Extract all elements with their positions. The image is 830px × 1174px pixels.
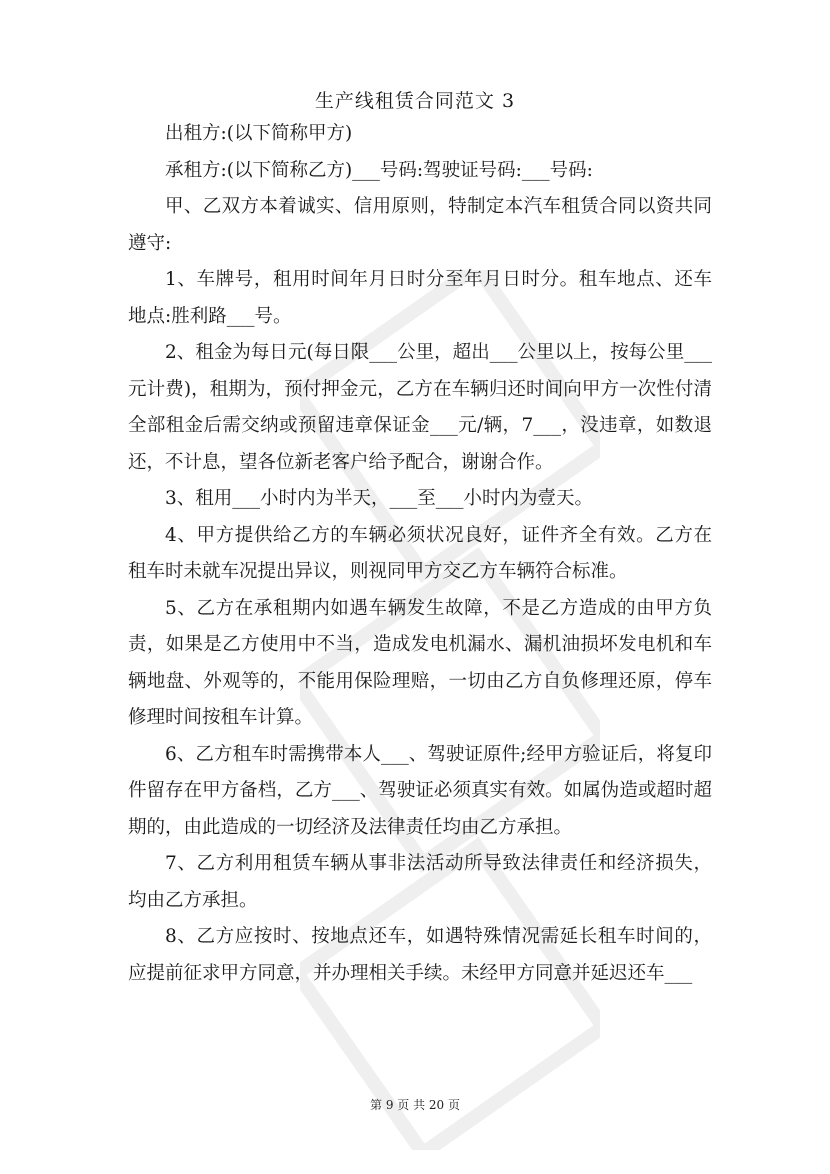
paragraph-clause-4: 4、甲方提供给乙方的车辆必须状况良好，证件齐全有效。乙方在租车时未就车况提出异议，则视同甲方交乙方车辆符合标准。 bbox=[128, 524, 712, 582]
paragraph-lessee: 承租方:(以下简称乙方)___号码:驾驶证号码:___号码: bbox=[165, 159, 593, 181]
paragraph-clause-3: 3、租用___小时内为半天，___至___小时内为壹天。 bbox=[165, 488, 594, 509]
paragraph-preamble: 甲、乙双方本着诚实、信用原则，特制定本汽车租赁合同以资共同遵守: bbox=[128, 196, 712, 254]
paragraph-clause-2: 2、租金为每日元(每日限___公里，超出___公里以上，按每公里___元计费)，租期为，预付押金元，乙方在车辆归还时间向甲方一次性付清全部租金后需交纳或预留违章保证金___元/辆，7___，没违章，如数退还，不计息，望各位新老客户给予配合，谢谢合作。 bbox=[128, 342, 712, 473]
paragraph-clause-1: 1、车牌号，租用时间年月日时分至年月日时分。租车地点、还车地点:胜利路___号。 bbox=[128, 269, 712, 327]
paragraph-lessor: 出租方:(以下简称甲方) bbox=[165, 123, 353, 144]
paragraph-clause-7: 7、乙方利用租赁车辆从事非法活动所导致法律责任和经济损失，均由乙方承担。 bbox=[128, 853, 712, 911]
page-number-footer: 第 9 页 共 20 页 bbox=[370, 1098, 460, 1112]
paragraph-clause-5: 5、乙方在承租期内如遇车辆发生故障，不是乙方造成的由甲方负责，如果是乙方使用中不当，造成发电机漏水、漏机油损坏发电机和车辆地盘、外观等的，不能用保险理赔，一切由乙方自负修理还原，停车修理时间按租车计算。 bbox=[128, 597, 712, 728]
paragraph-clause-6: 6、乙方租车时需携带本人___、驾驶证原件;经甲方验证后，将复印件留存在甲方备档，乙方___、驾驶证必须真实有效。如属伪造或超时超期的，由此造成的一切经济及法律责任均由乙方承担。 bbox=[128, 743, 712, 838]
paragraph-clause-8: 8、乙方应按时、按地点还车，如遇特殊情况需延长租车时间的，应提前征求甲方同意，并办理相关手续。未经甲方同意并延迟还车___ bbox=[128, 926, 712, 984]
document-title: 生产线租赁合同范文 3 bbox=[314, 90, 516, 112]
document-body bbox=[128, 116, 712, 992]
